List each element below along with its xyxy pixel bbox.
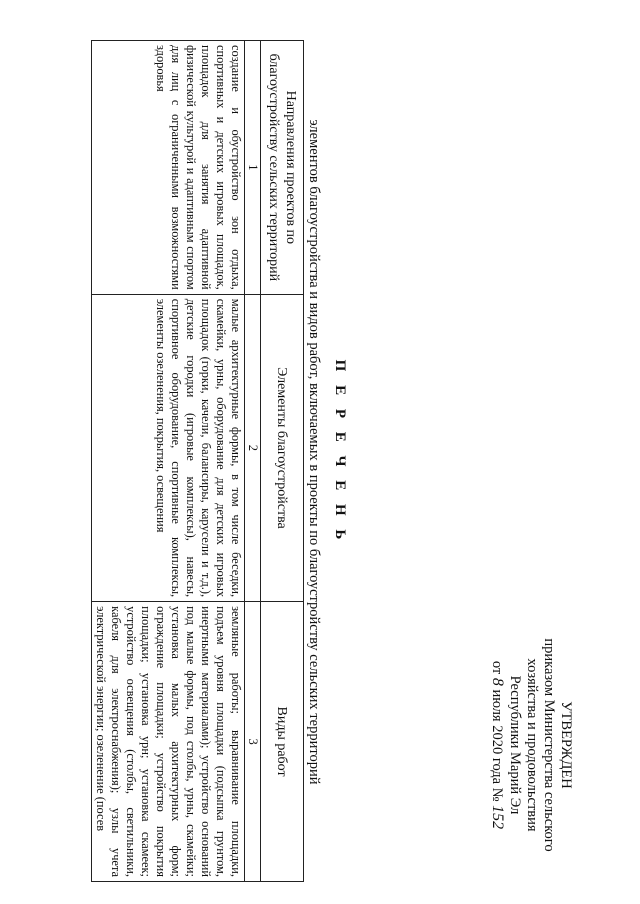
- table-row: [92, 41, 245, 882]
- approval-date-rest: июля 2020 года №: [489, 689, 505, 802]
- approval-date-prefix: от: [489, 660, 505, 675]
- document-title: П Е Р Е Ч Е Н Ь: [332, 359, 348, 545]
- approval-line-1: приказом Министерства сельского: [541, 638, 557, 852]
- header-works: Виды работ: [261, 602, 304, 882]
- approval-date-line: [488, 620, 506, 870]
- works-table: [91, 40, 304, 882]
- column-number-1: 1: [245, 41, 261, 295]
- cell-works: земляные работы; выравнивание площадки, подъем уровня площадки (подсыпка грунтом, инертными материалами); устройство оснований под малые формы, под столбы, урны, скамейки; установка малых архитектурных форм; ограждение площадки; устройство покрытия площадки; установка урн; установка скамеек; устройство освещения (столбы, светильники, кабеля для электроснабжения); узлы учета электрической энергии; озеленение (посев: [92, 602, 245, 882]
- approval-day: 8: [489, 677, 506, 686]
- approval-heading: УТВЕРЖДЕН: [558, 701, 574, 789]
- cell-direction: создание и обустройство зон отдыха, спортивных и детских игровых площадок, площадок для занятия адаптивной физической культурой и адаптивным спортом для лиц с ограниченными возможностями здоровья: [92, 41, 245, 295]
- approval-line-3: Республики Марий Эл: [507, 675, 523, 815]
- table-header-row: [261, 41, 304, 882]
- header-directions: Направления проектов по благоустройству сельских территорий: [261, 41, 304, 295]
- column-number-3: 3: [245, 602, 261, 882]
- approval-line-2: хозяйства и продовольствия: [524, 658, 540, 832]
- table-number-row: [245, 41, 261, 882]
- approval-number: 152: [489, 805, 506, 830]
- cell-elements: малые архитектурные формы, в том числе беседки, скамейки, урны, оборудование для детских игровых площадок (горки, качели, балансиры, карусели и т.д.), детские городки (игровые комплексы), навесы, спортивное оборудование, спортивные комплексы, элементы озеленения, покрытия, освещения: [92, 294, 245, 601]
- header-elements: Элементы благоустройства: [261, 294, 304, 601]
- column-number-2: 2: [245, 294, 261, 601]
- approval-stamp: [488, 620, 574, 870]
- document-subtitle: элементов благоустройства и видов работ, включаемых в проекты по благоустройству сельских территорий: [306, 119, 322, 785]
